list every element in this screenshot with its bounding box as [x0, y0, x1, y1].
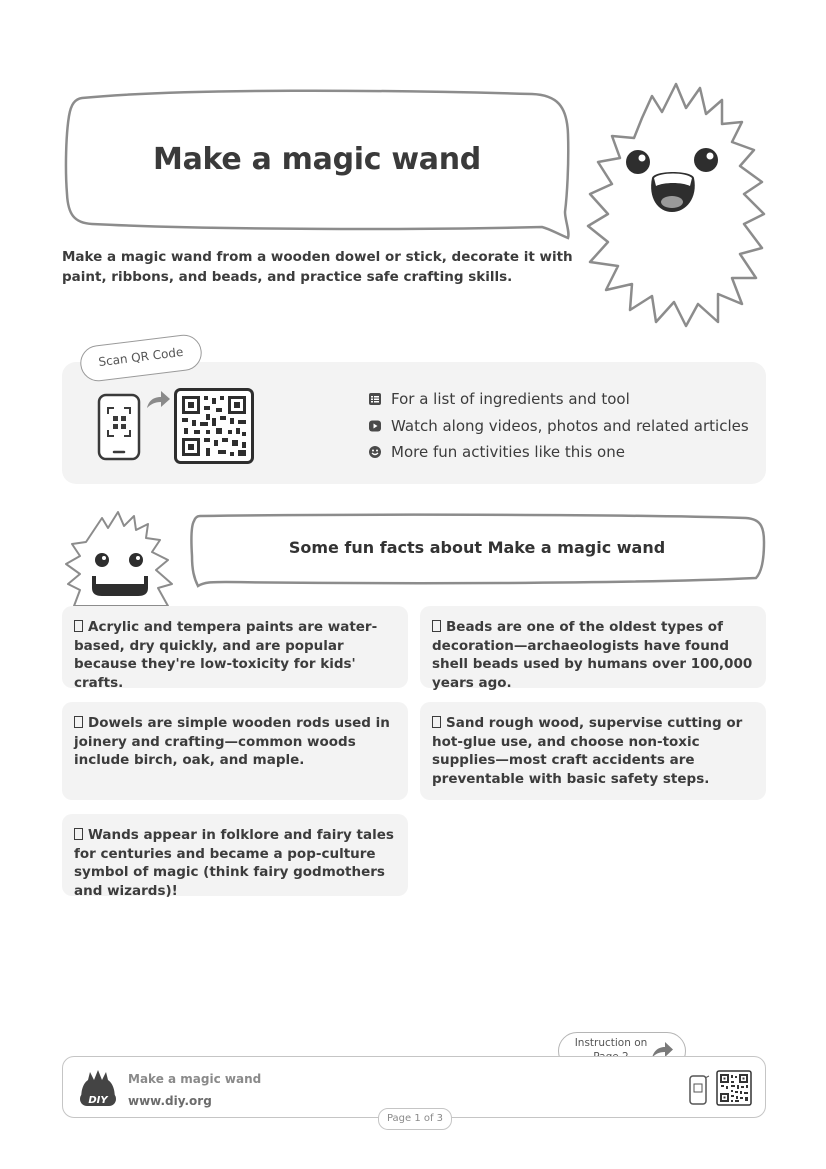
- bullet-icon: [74, 716, 83, 728]
- yeti-mascot-small-icon: [64, 508, 176, 608]
- phone-scan-icon: [688, 1074, 710, 1106]
- bullet-icon: [74, 620, 83, 632]
- fact-text: Sand rough wood, supervise cutting or hot-glue use, and choose non-toxic supplies—most craft accidents are preventable with basic safety steps.: [432, 715, 743, 787]
- fact-text: Wands appear in folklore and fairy tales for centuries and became a pop-culture symbol of magic (think fairy godmothers and wizards)!: [74, 827, 394, 899]
- yeti-mascot-icon: [582, 78, 770, 328]
- diy-logo-icon: [76, 1068, 120, 1108]
- fact-card: [62, 606, 408, 691]
- list-icon: [368, 392, 382, 406]
- qr-benefits-list: [368, 386, 758, 466]
- footer-title: Make a magic wand: [128, 1072, 262, 1086]
- qr-item-videos: [368, 413, 758, 440]
- qr-code-icon[interactable]: [716, 1070, 752, 1106]
- qr-item-label: More fun activities like this one: [391, 443, 625, 462]
- footer-url-link[interactable]: www.diy.org: [128, 1094, 212, 1108]
- smiley-icon: [368, 445, 382, 459]
- fact-text: Dowels are simple wooden rods used in joinery and crafting—common woods include birch, oak, and maple.: [74, 715, 390, 768]
- qr-item-label: Watch along videos, photos and related articles: [391, 416, 749, 435]
- fact-card: [62, 702, 408, 800]
- fact-text: Acrylic and tempera paints are water-based, dry quickly, and are popular because they're low-toxicity for kids' crafts.: [74, 619, 378, 691]
- qr-code-icon[interactable]: [174, 388, 254, 464]
- page-indicator: Page 1 of 3: [378, 1108, 452, 1130]
- scan-qr-tag: Scan QR Code: [78, 333, 203, 384]
- fact-card: [420, 606, 766, 691]
- logo-text: DIY: [88, 1095, 108, 1106]
- page-title: Make a magic wand: [153, 142, 481, 177]
- play-icon: [368, 419, 382, 433]
- intro-text: Make a magic wand from a wooden dowel or stick, decorate it with paint, ribbons, and beads, and practice safe crafting skills.: [62, 249, 573, 285]
- bullet-icon: [432, 716, 441, 728]
- fact-card: [62, 814, 408, 899]
- fact-card: [420, 702, 766, 800]
- instruction-label: Instruction on: [574, 1037, 648, 1049]
- phone-scan-icon: [96, 392, 144, 462]
- arrow-right-icon: [144, 388, 172, 412]
- fact-text: Beads are one of the oldest types of decoration—archaeologists have found shell beads used by humans over 100,000 years ago.: [432, 619, 753, 691]
- bullet-icon: [432, 620, 441, 632]
- qr-item-ingredients: [368, 386, 758, 413]
- qr-item-activities: [368, 439, 758, 466]
- bullet-icon: [74, 828, 83, 840]
- qr-item-label: For a list of ingredients and tool: [391, 390, 630, 409]
- facts-title: Some fun facts about Make a magic wand: [288, 538, 666, 557]
